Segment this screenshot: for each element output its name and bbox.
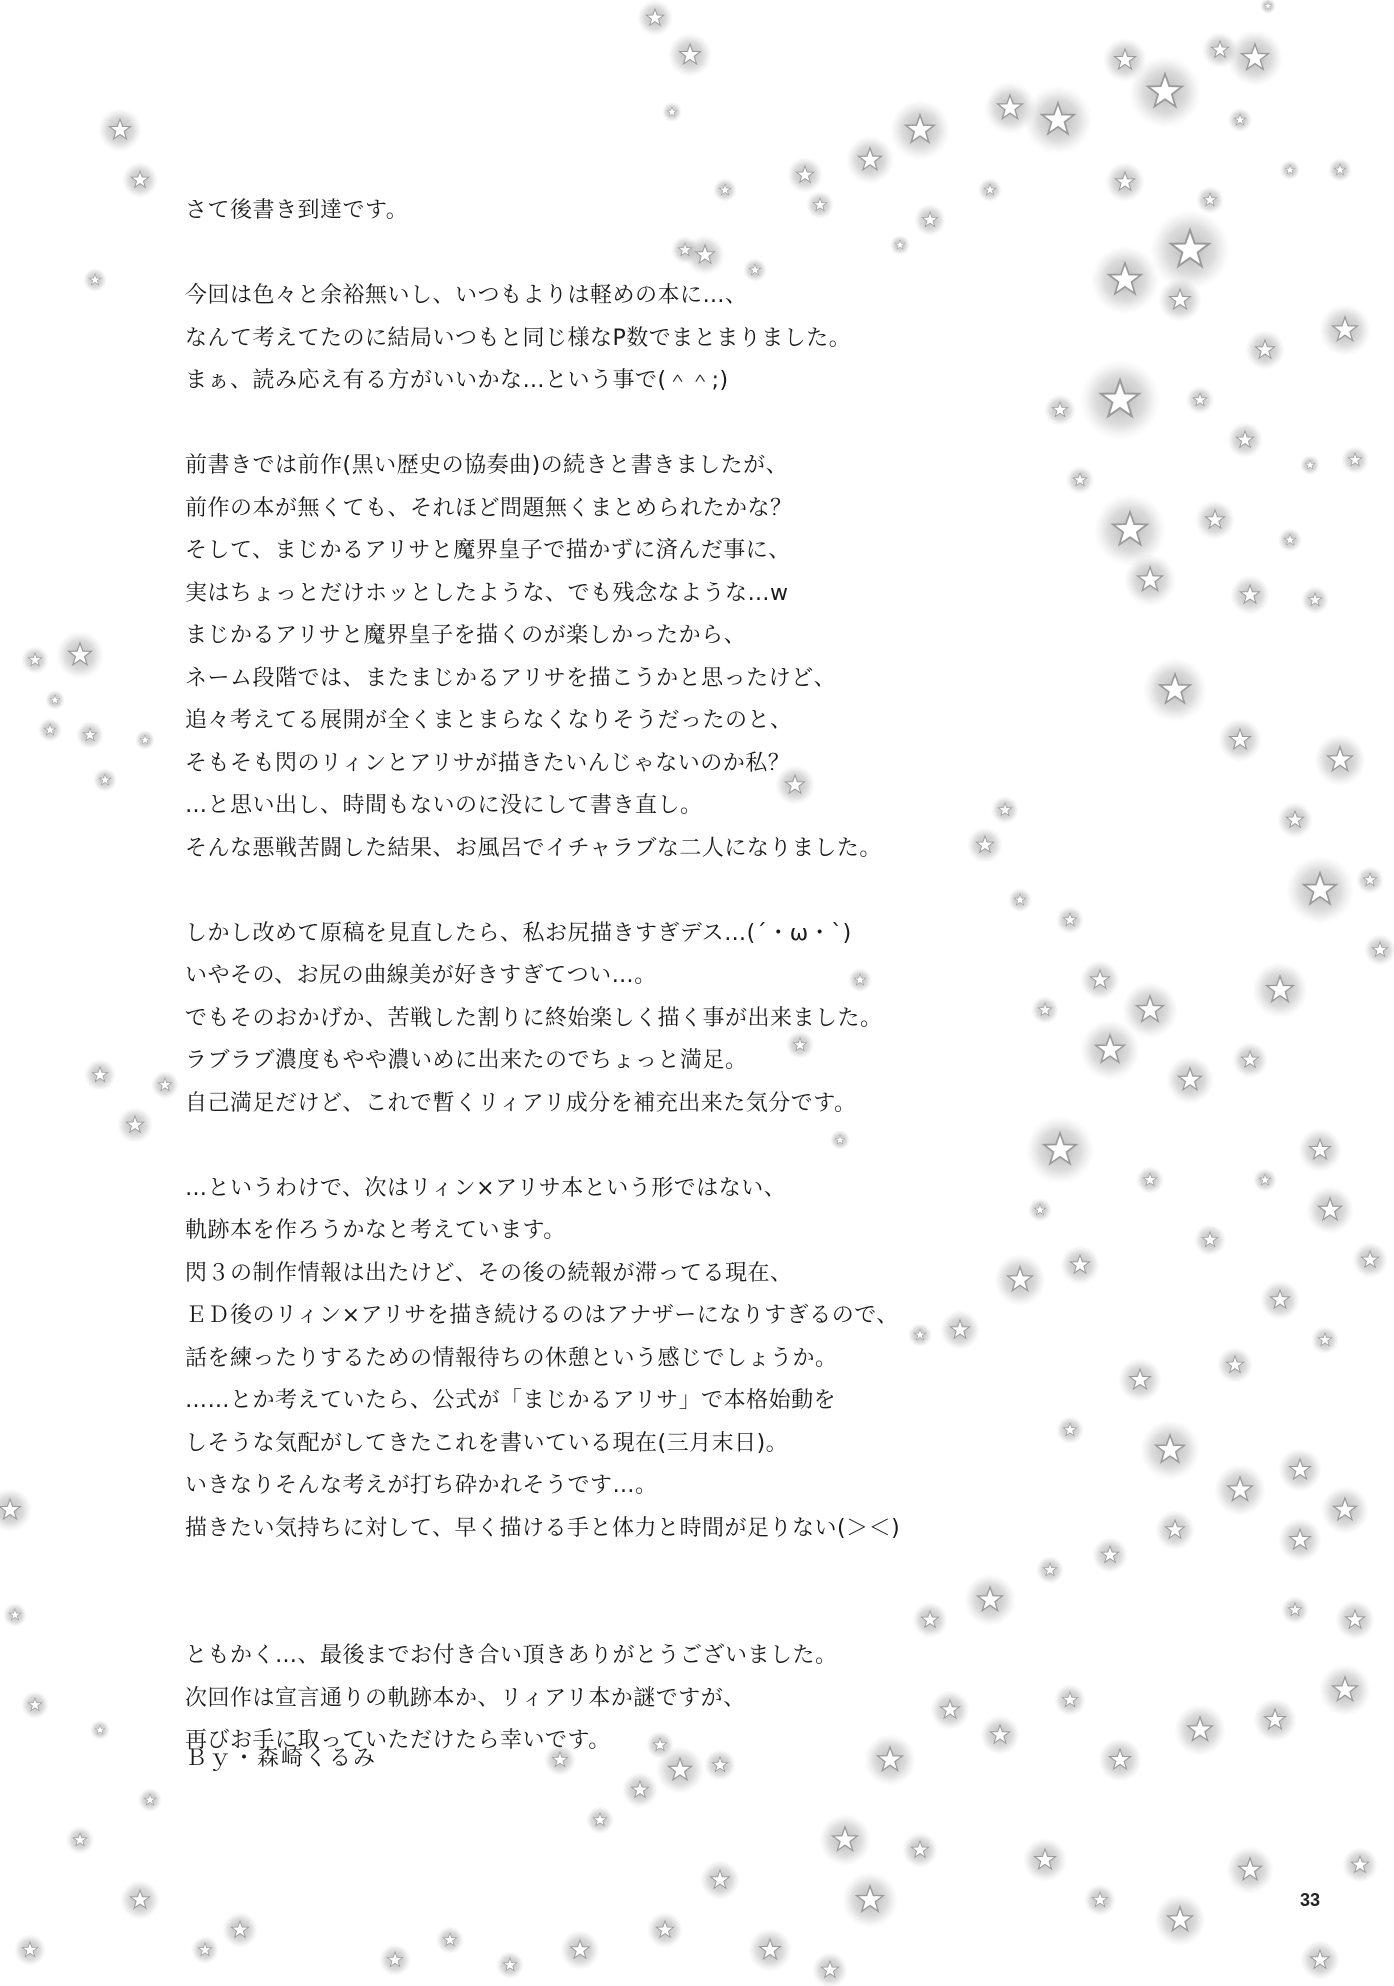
star-decoration [1024, 86, 1092, 154]
star-decoration [1341, 446, 1369, 474]
star-decoration [135, 730, 155, 750]
star-decoration [117, 1107, 153, 1143]
text-line: 今回は色々と余裕無いし、いつもよりは軽めの本に…、 [185, 283, 748, 308]
star-decoration [819, 1814, 871, 1866]
star-decoration [560, 1930, 600, 1970]
star-decoration [1202, 32, 1238, 68]
star-decoration [846, 136, 894, 184]
text-line: 閃３の制作情報は出たけど、その後の続報が滞ってる現在、 [185, 1260, 793, 1286]
text-line: さて後書き到達です。 [185, 198, 409, 223]
star-decoration [1342, 1847, 1378, 1883]
text-line: …というわけで、次はリィン×アリサ本という形ではない、 [185, 1175, 787, 1201]
star-decoration [1253, 1168, 1277, 1192]
text-line: 実はちょっとだけホッとしたような、でも残念なような…w [185, 580, 789, 606]
star-decoration [787, 157, 823, 193]
star-decoration [842, 1872, 898, 1928]
star-decoration [1129, 56, 1201, 128]
text-line: ラブラブ濃度もやや濃いめに出来たのでちょっと満足。 [185, 1048, 748, 1073]
star-decoration [1260, 0, 1276, 14]
star-decoration [1286, 856, 1354, 924]
star-decoration [1306, 1186, 1354, 1234]
star-decoration [138, 1788, 162, 1812]
afterword-text [185, 190, 1145, 1763]
star-decoration [3, 1603, 27, 1627]
star-decoration [1186, 386, 1214, 414]
star-decoration [1154, 1894, 1206, 1946]
star-decoration [1194, 1224, 1226, 1256]
star-decoration [1084, 1884, 1116, 1916]
star-decoration [66, 1826, 94, 1854]
star-decoration [38, 718, 62, 742]
text-line: 前書きでは前作(黒い歴史の協奏曲)の続きと書きましたが、 [185, 453, 789, 478]
star-decoration [21, 646, 49, 674]
star-decoration [812, 1952, 848, 1986]
star-decoration [647, 1912, 683, 1948]
star-decoration [56, 631, 104, 679]
star-decoration [1352, 1242, 1388, 1278]
paragraph-gap [185, 1125, 1145, 1168]
star-decoration [1260, 1280, 1300, 1320]
text-line: しかし改めて原稿を見直したら、私お尻描きすぎデス…(´・ω・`) [185, 920, 852, 946]
star-decoration [700, 1860, 740, 1900]
star-decoration [1280, 160, 1300, 180]
star-decoration [1328, 158, 1352, 182]
text-line: そして、まじかるアリサと魔界皇子で描かずに済んだ事に、 [185, 538, 791, 563]
star-decoration [496, 1951, 524, 1979]
star-decoration [191, 1936, 219, 1964]
text-line: 前作の本が無くても、それほど問題無くまとめられたかな？ [185, 495, 793, 521]
author-byline: Ｂｙ・森崎くるみ [185, 1746, 378, 1771]
text-line: しそうな気配がしてきたこれを書いている現在(三月末日)。 [185, 1430, 789, 1456]
paragraph-gap [185, 870, 1145, 913]
star-decoration [122, 162, 158, 198]
star-decoration [1140, 1420, 1200, 1480]
star-decoration [1226, 1846, 1274, 1894]
star-decoration [1311, 1326, 1339, 1354]
paragraph-gap [185, 233, 1145, 276]
star-decoration [1228, 108, 1252, 132]
text-line: いやその、お尻の曲線美が好きすぎてつい…。 [185, 963, 657, 988]
star-decoration [1252, 962, 1308, 1018]
star-decoration [1214, 1464, 1266, 1516]
text-line: いきなりそんな考えが打ち砕かれそうです…。 [185, 1473, 658, 1498]
star-decoration [1166, 1056, 1214, 1104]
star-decoration [1150, 210, 1230, 290]
star-decoration [1300, 455, 1320, 475]
star-decoration [98, 108, 142, 152]
star-decoration [748, 1928, 792, 1972]
star-decoration [1158, 278, 1202, 322]
star-decoration [14, 1934, 46, 1966]
star-decoration [1023, 1838, 1067, 1882]
star-decoration [1195, 500, 1235, 540]
text-line: まじかるアリサと魔界皇子を描くのが楽しかったから、 [185, 623, 747, 648]
text-line: でもそのおかげか、苦戦した割りに終始楽しく描く事が出来ました。 [185, 1005, 883, 1031]
star-decoration [151, 1071, 179, 1099]
star-decoration [668, 33, 712, 77]
star-decoration [890, 100, 950, 160]
star-decoration [83, 268, 107, 292]
star-decoration [1278, 528, 1302, 552]
star-decoration [1155, 1510, 1195, 1550]
star-decoration [1364, 934, 1394, 966]
text-line: まぁ、読み応え有る方がいいかな…という事で(＾＾;) [185, 368, 729, 393]
text-line: なんて考えてたのに結局いつもと同じ様なP数でまとまりました。 [185, 325, 852, 351]
text-line: 話を練ったりするための情報待ちの休憩という感じでしょうか。 [185, 1345, 838, 1371]
star-decoration [1196, 186, 1224, 214]
star-decoration [93, 768, 117, 792]
page-number: 33 [1300, 1890, 1321, 1910]
paragraph-gap [185, 1550, 1145, 1635]
text-line: ＥＤ後のリィン×アリサを描き続けるのはアナザーになりすぎるので、 [185, 1303, 899, 1328]
text-line: 描きたい気持ちに対して、早く描ける手と体力と時間が足りない(＞＜) [185, 1515, 901, 1541]
star-decoration [662, 102, 682, 122]
text-line: そもそも閃のリィンとアリサが描きたいんじゃないのか私？ [185, 750, 791, 776]
text-line: ネーム段階では、またまじかるアリサを描こうかと思ったけど、 [185, 665, 837, 691]
star-decoration [1319, 1664, 1371, 1716]
text-line: ……とか考えていたら、公式が「まじかるアリサ」で本格始動を [185, 1388, 837, 1413]
star-decoration [1277, 802, 1313, 838]
star-decoration [622, 1772, 658, 1808]
star-decoration [1319, 304, 1371, 356]
text-line: 軌跡本を作ろうかなと考えています。 [185, 1218, 566, 1243]
text-line: ともかく…、最後までお付き合い頂きありがとうございました。 [185, 1643, 838, 1668]
star-decoration [1314, 734, 1366, 786]
star-decoration [436, 1926, 464, 1954]
star-decoration [902, 1832, 938, 1868]
star-decoration [1321, 1486, 1369, 1534]
star-decoration [1227, 422, 1263, 458]
text-line: …と思い出し、時間もないのに没にして書き直し。 [185, 793, 703, 818]
star-decoration [379, 1944, 411, 1976]
star-decoration [1335, 1600, 1375, 1640]
text-line: 再びお手に取っていただけたら幸いです。 [185, 1728, 611, 1753]
text-line: そんな悪戦苦闘した結果、お風呂でイチャラブな二人になりました。 [185, 835, 882, 861]
text-line: 追々考えてる展開が全くまとまらなくなりそうだったのと、 [185, 708, 793, 733]
star-decoration [1232, 1042, 1268, 1078]
star-decoration [0, 1488, 32, 1532]
star-decoration [1298, 1128, 1342, 1172]
star-decoration [1217, 1347, 1253, 1383]
star-decoration [1278, 1448, 1322, 1492]
star-decoration [1300, 1940, 1340, 1980]
star-decoration [637, 0, 673, 36]
star-decoration [1278, 1518, 1322, 1562]
star-decoration [1356, 866, 1384, 894]
star-decoration [90, 1720, 110, 1740]
star-decoration [76, 721, 104, 749]
star-decoration [1281, 1596, 1309, 1624]
star-decoration [1245, 330, 1285, 370]
star-decoration [1218, 718, 1262, 762]
text-line: 次回作は宣言通りの軌跡本か、リィアリ本か謎ですが、 [185, 1685, 746, 1711]
star-decoration [84, 1059, 116, 1091]
star-decoration [222, 1912, 258, 1948]
star-decoration [1174, 1704, 1226, 1756]
star-decoration [586, 1806, 614, 1834]
star-decoration [120, 1880, 160, 1920]
star-decoration [45, 690, 65, 710]
star-decoration [1230, 575, 1270, 615]
star-decoration [984, 82, 1036, 134]
text-line: 自己満足だけど、これで暫くリィアリ成分を補充出来た気分です。 [185, 1090, 857, 1116]
star-decoration [1253, 1698, 1297, 1742]
paragraph-gap [185, 403, 1145, 446]
star-decoration [21, 1691, 49, 1719]
star-decoration [1301, 586, 1329, 614]
star-decoration [1143, 658, 1207, 722]
